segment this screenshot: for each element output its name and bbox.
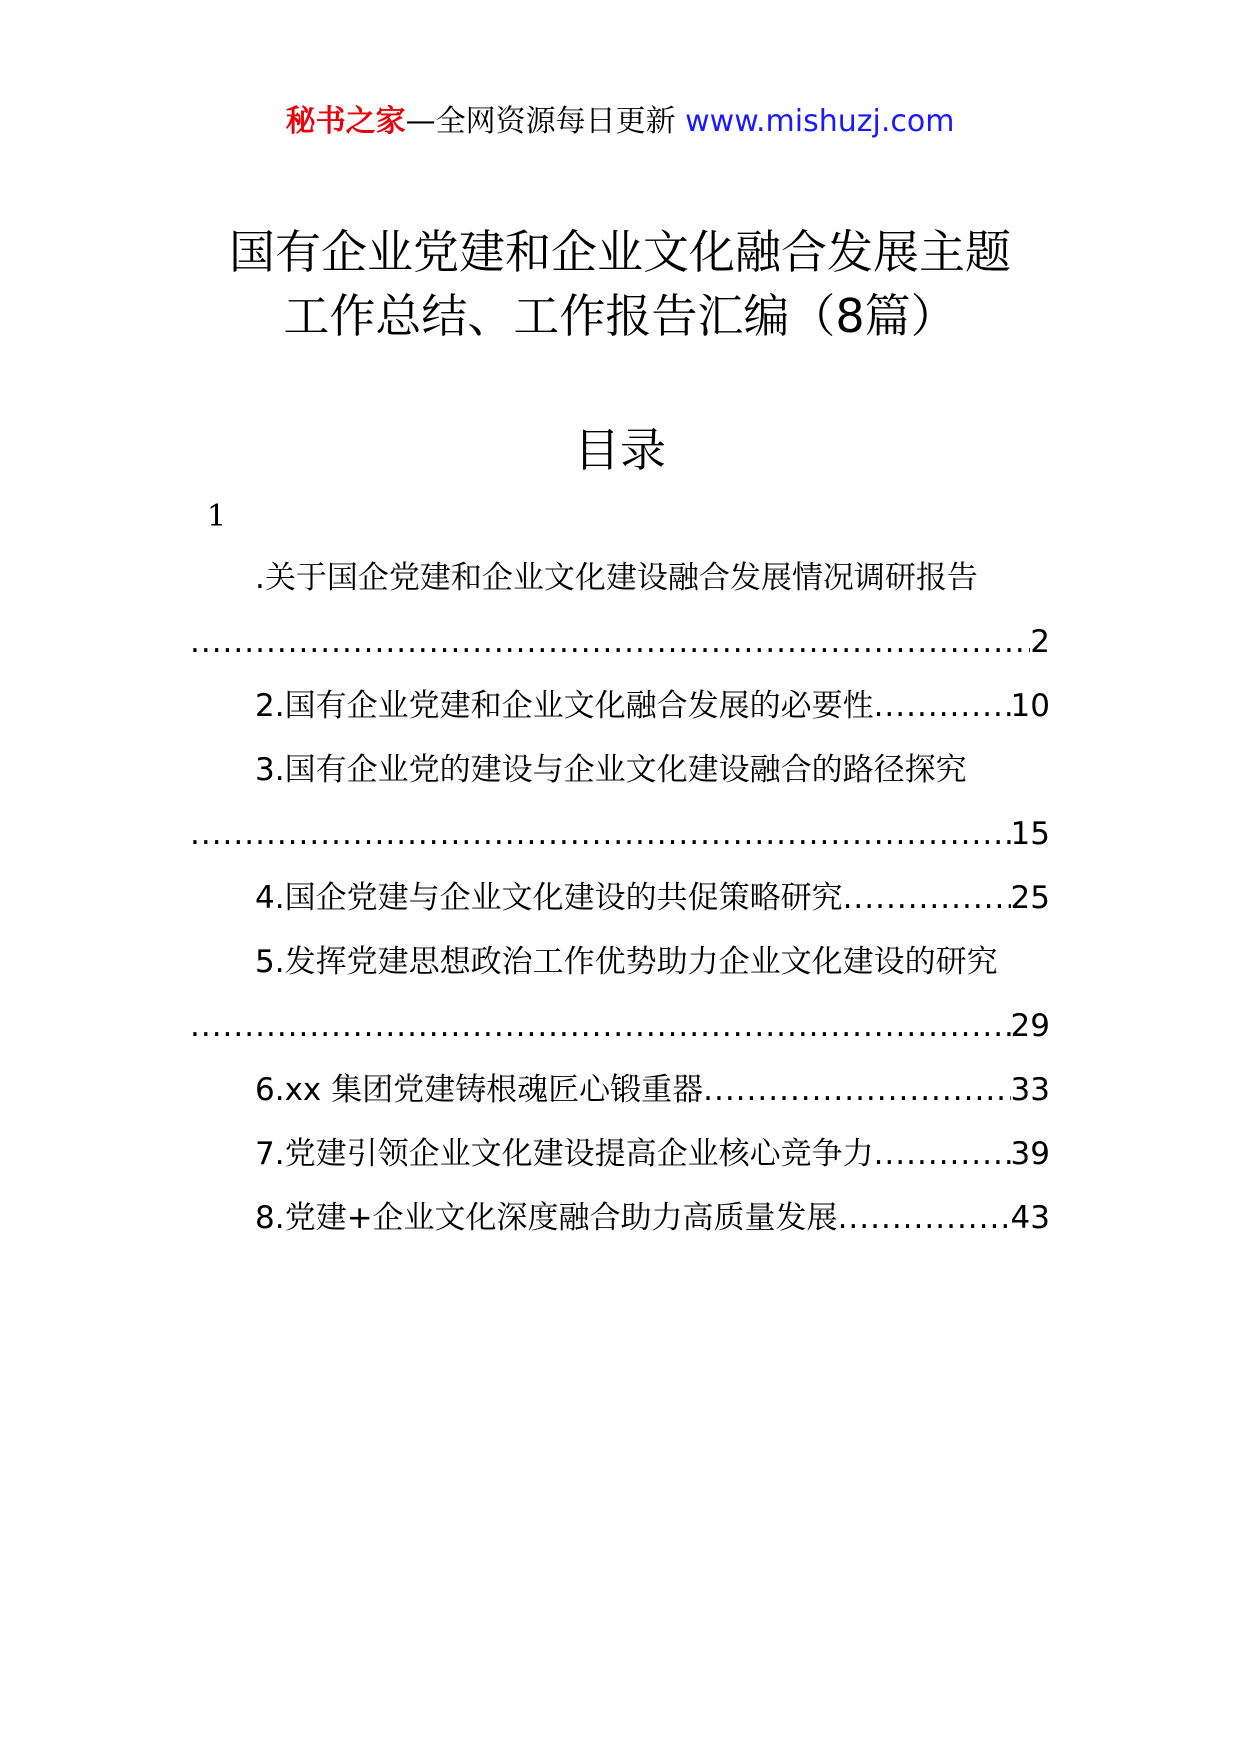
- toc-entry-line: [190, 556, 1050, 620]
- toc-entry[interactable]: [190, 748, 1050, 876]
- toc-entry-page: 43: [1010, 1200, 1050, 1236]
- site-tagline: —全网资源每日更新: [405, 104, 676, 139]
- toc-entry[interactable]: [190, 556, 1050, 684]
- document-title: [0, 220, 1240, 348]
- toc-entry-line: [190, 1132, 1050, 1196]
- toc-entry-page: 15: [1010, 816, 1050, 852]
- toc-entry-title: 5.发挥党建思想政治工作优势助力企业文化建设的研究: [255, 944, 998, 980]
- toc-entry-line: [190, 620, 1050, 684]
- toc-leader-dots: [190, 1004, 1011, 1048]
- toc-entry-title: 4.国企党建与企业文化建设的共促策略研究: [255, 880, 843, 916]
- table-of-contents: [190, 556, 1050, 1260]
- toc-entry-title: 6.xx 集团党建铸根魂匠心锻重器: [255, 1072, 704, 1108]
- toc-entry-line: [190, 1196, 1050, 1260]
- toc-entry-line: [190, 940, 1050, 1004]
- toc-leader-dots: [190, 620, 1030, 664]
- document-title-line-2: 工作总结、工作报告汇编（8篇）: [283, 289, 957, 343]
- toc-entry-line: [190, 748, 1050, 812]
- toc-entry-title: 2.国有企业党建和企业文化融合发展的必要性: [255, 688, 874, 724]
- site-header: [0, 100, 1240, 144]
- toc-leader-dots: [874, 684, 1011, 728]
- document-title-line-1: 国有企业党建和企业文化融合发展主题: [229, 225, 1011, 279]
- toc-entry-page: 39: [1010, 1136, 1050, 1172]
- toc-entry-title: 7.党建引领企业文化建设提高企业核心竞争力: [255, 1136, 874, 1172]
- toc-leader-dots: [190, 812, 1011, 856]
- site-brand: 秘书之家: [285, 104, 406, 139]
- toc-entry-line: [190, 1004, 1050, 1068]
- toc-entry-title: .关于国企党建和企业文化建设融合发展情况调研报告: [255, 560, 978, 596]
- toc-entry[interactable]: [190, 1196, 1050, 1260]
- toc-entry[interactable]: [190, 876, 1050, 940]
- toc-leader-dots: [703, 1068, 1010, 1112]
- toc-entry-title: 8.党建+企业文化深度融合助力高质量发展: [255, 1200, 838, 1236]
- toc-stray-number: 1: [207, 499, 227, 534]
- toc-entry-page: 29: [1010, 1008, 1050, 1044]
- toc-entry-page: 2: [1030, 624, 1050, 660]
- toc-entry-line: [190, 1068, 1050, 1132]
- toc-entry-line: [190, 684, 1050, 748]
- toc-entry-page: 25: [1010, 880, 1050, 916]
- toc-entry-page: 33: [1010, 1072, 1050, 1108]
- toc-entry-page: 10: [1010, 688, 1050, 724]
- toc-leader-dots: [838, 1196, 1011, 1240]
- toc-leader-dots: [874, 1132, 1011, 1176]
- toc-entry[interactable]: [190, 940, 1050, 1068]
- toc-entry[interactable]: [190, 1068, 1050, 1132]
- toc-entry-title: 3.国有企业党的建设与企业文化建设融合的路径探究: [255, 752, 967, 788]
- toc-entry-line: [190, 812, 1050, 876]
- toc-heading: 目录: [574, 423, 666, 477]
- toc-entry[interactable]: [190, 1132, 1050, 1196]
- toc-leader-dots: [843, 876, 1011, 920]
- toc-entry-line: [190, 876, 1050, 940]
- site-url-link[interactable]: www.mishuzj.com: [685, 104, 955, 139]
- toc-entry[interactable]: [190, 684, 1050, 748]
